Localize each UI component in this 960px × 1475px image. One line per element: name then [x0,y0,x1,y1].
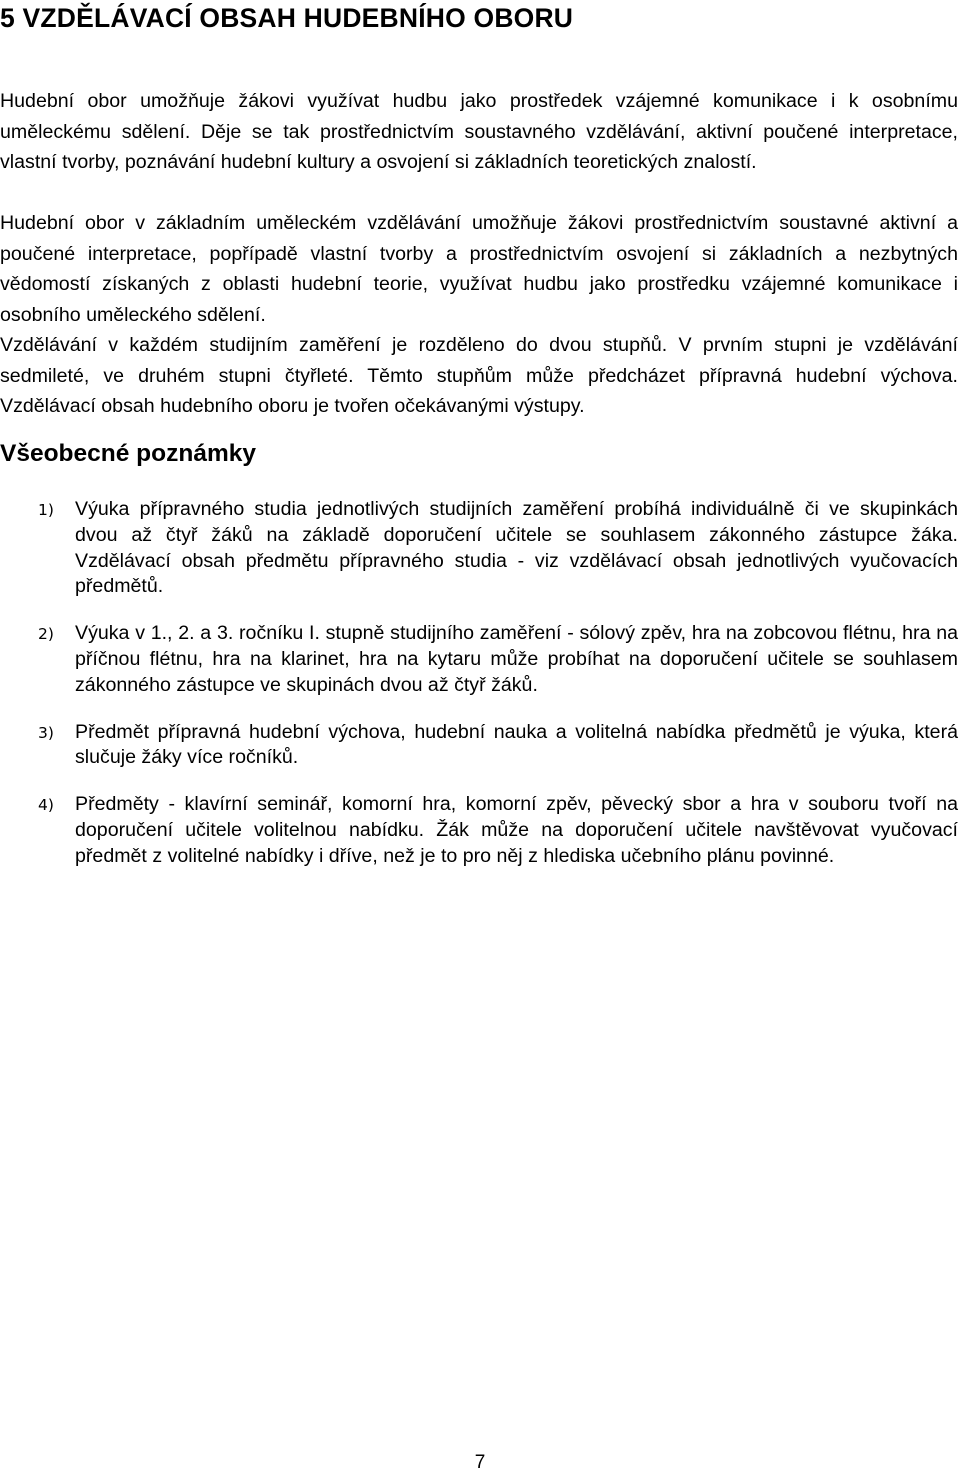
note-text: Výuka přípravného studia jednotlivých studijních zaměření probíhá individuálně či ve skupinkách dvou až čtyř žáků na základě doporučení učitele se souhlasem zákonného zástupce žáka. Vzdělávací obsah předmětu přípravného studia - viz vzdělávací obsah jednotlivých vyučovacích předmětů. [75,498,958,598]
notes-heading: Všeobecné poznámky [0,440,256,467]
note-text: Předmět přípravná hudební výchova, hudební nauka a volitelná nabídka předmětů je výuka, která slučuje žáky více ročníků. [75,720,958,769]
note-number: 4) [38,796,54,815]
chapter-title: 5 VZDĚLÁVACÍ OBSAH HUDEBNÍHO OBORU [0,3,574,33]
note-number: 3) [38,723,54,742]
note-text: Výuka v 1., 2. a 3. ročníku I. stupně studijního zaměření - sólový zpěv, hra na zobcovou flétnu, hra na příčnou flétnu, hra na klarinet, hra na kytaru může probíhat na doporučení učitele se souhlasem zákonného zástupce ve skupinách dvou až čtyř žáků. [75,622,958,696]
notes-list [0,497,960,891]
note-item [0,792,958,869]
intro-paragraph: Hudební obor v základním uměleckém vzdělávání umožňuje žákovi prostřednictvím soustavné aktivní a poučené interpretace, popřípadě vlastní tvorby a prostřednictvím osvojení si základních a nezbytných vědomostí získaných z oblasti hudební teorie, využívat hudbu jako prostředku vzájemné komunikace i osobního uměleckého sdělení. [0,212,958,326]
note-number: 1) [38,501,54,519]
page-number: 7 [474,1452,486,1473]
intro-paragraph: Hudební obor umožňuje žákovi využívat hudbu jako prostředek vzájemné komunikace i k osobnímu uměleckému sdělení. Děje se tak prostřednictvím soustavného vzdělávání, aktivní poučené interpretace, vlastní tvorby, poznávání hudební kultury a osvojení si základních teoretických znalostí. [0,90,958,173]
note-item [0,720,958,772]
note-item [0,621,958,698]
note-number: 2) [38,625,54,644]
intro-paragraph: Vzdělávání v každém studijním zaměření je rozděleno do dvou stupňů. V prvním stupni je vzdělávání sedmileté, ve druhém stupni čtyřleté. Těmto stupňům může předcházet přípravná hudební výchova. Vzdělávací obsah hudebního oboru je tvořen očekávanými výstupy. [0,334,958,417]
note-item [0,497,958,600]
note-text: Předměty - klavírní seminář, komorní hra, komorní zpěv, pěvecký sbor a hra v souboru tvoří na doporučení učitele volitelnou nabídku. Žák může na doporučení učitele navštěvovat vyučovací předmět z volitelné nabídky i dříve, než je to pro něj z hlediska učebního plánu povinné. [75,793,958,867]
